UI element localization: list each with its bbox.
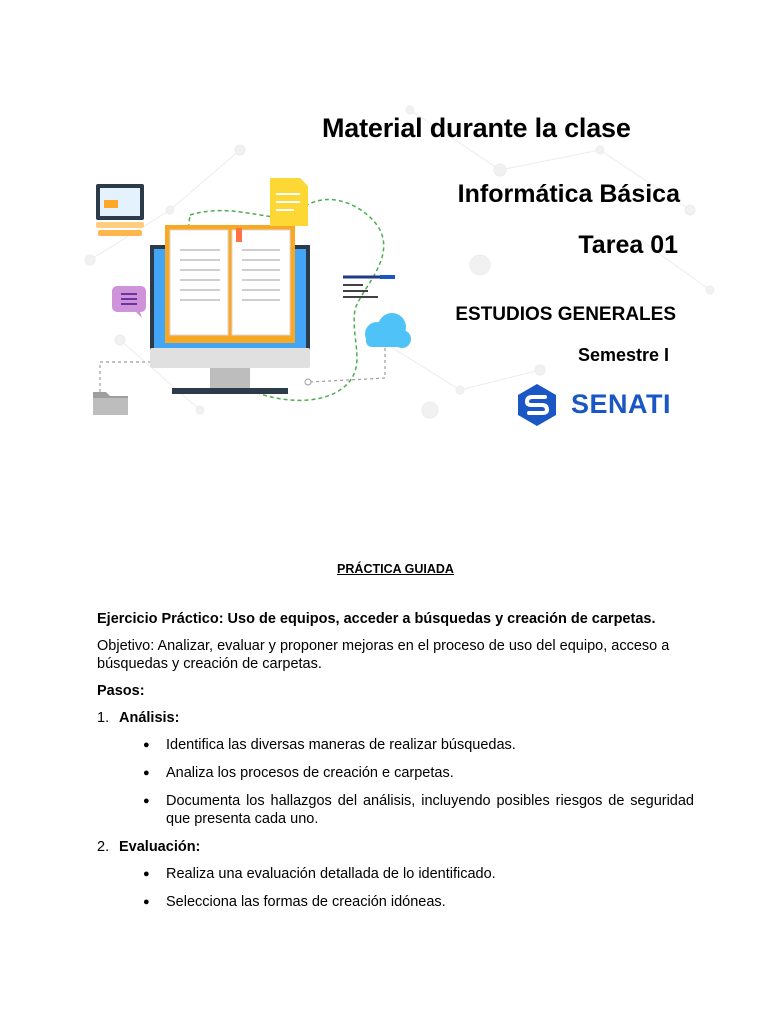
list-item-text: Identifica las diversas maneras de realizar búsquedas.: [166, 737, 516, 753]
laptop-books-icon: [96, 184, 144, 236]
step-number: 1.: [97, 710, 110, 726]
list-item-text: Documenta los hallazgos del análisis, incluyendo posibles riesgos de seguridad que presenta cada uno.: [166, 793, 694, 827]
chat-bubble-icon: [112, 286, 146, 318]
senati-logo-text: SENATI: [571, 389, 672, 419]
bullet-list: [141, 865, 694, 911]
step-heading: [97, 838, 694, 856]
list-item-text: Selecciona las formas de creación idóneas.: [166, 894, 446, 910]
semester-label: Semestre I: [577, 345, 669, 365]
senati-logo: [514, 382, 674, 428]
list-item: [141, 736, 694, 754]
section-title: PRÁCTICA GUIADA: [337, 562, 454, 576]
steps-label: Pasos:: [97, 683, 145, 699]
bullet-icon: ●: [143, 767, 150, 779]
bullet-icon: ●: [143, 868, 150, 880]
list-item-text: Analiza los procesos de creación e carpetas.: [166, 765, 454, 781]
list-item: [141, 893, 694, 911]
course-name: Informática Básica: [457, 180, 680, 208]
cover-title: Material durante la clase: [322, 113, 631, 143]
document-icon: [270, 178, 308, 226]
step-number: 2.: [97, 839, 110, 855]
senati-logo-icon: [514, 382, 560, 428]
bullet-icon: ●: [143, 739, 150, 751]
folder-icon: [93, 362, 150, 415]
exercise-title: Ejercicio Práctico: Uso de equipos, acceder a búsquedas y creación de carpetas.: [97, 611, 656, 627]
bullet-list: [141, 736, 694, 828]
list-item: [141, 792, 694, 828]
cover-header: [0, 0, 768, 460]
task-label: Tarea 01: [578, 231, 678, 259]
open-book-icon: [165, 225, 295, 343]
step-title: Evaluación:: [119, 839, 201, 855]
bullet-icon: ●: [143, 896, 150, 908]
step-title: Análisis:: [119, 710, 180, 726]
list-item: [141, 764, 694, 782]
list-item: [141, 865, 694, 883]
text-lines-icon: [343, 277, 395, 297]
list-item-text: Realiza una evaluación detallada de lo identificado.: [166, 866, 496, 882]
guided-practice: [97, 560, 694, 921]
bullet-icon: ●: [143, 795, 150, 807]
objective-text: Objetivo: Analizar, evaluar y proponer mejoras en el proceso de uso del equipo, acceso a búsquedas y creación de carpetas.: [97, 638, 670, 672]
step-heading: [97, 709, 694, 727]
department-label: ESTUDIOS GENERALES: [455, 304, 676, 325]
